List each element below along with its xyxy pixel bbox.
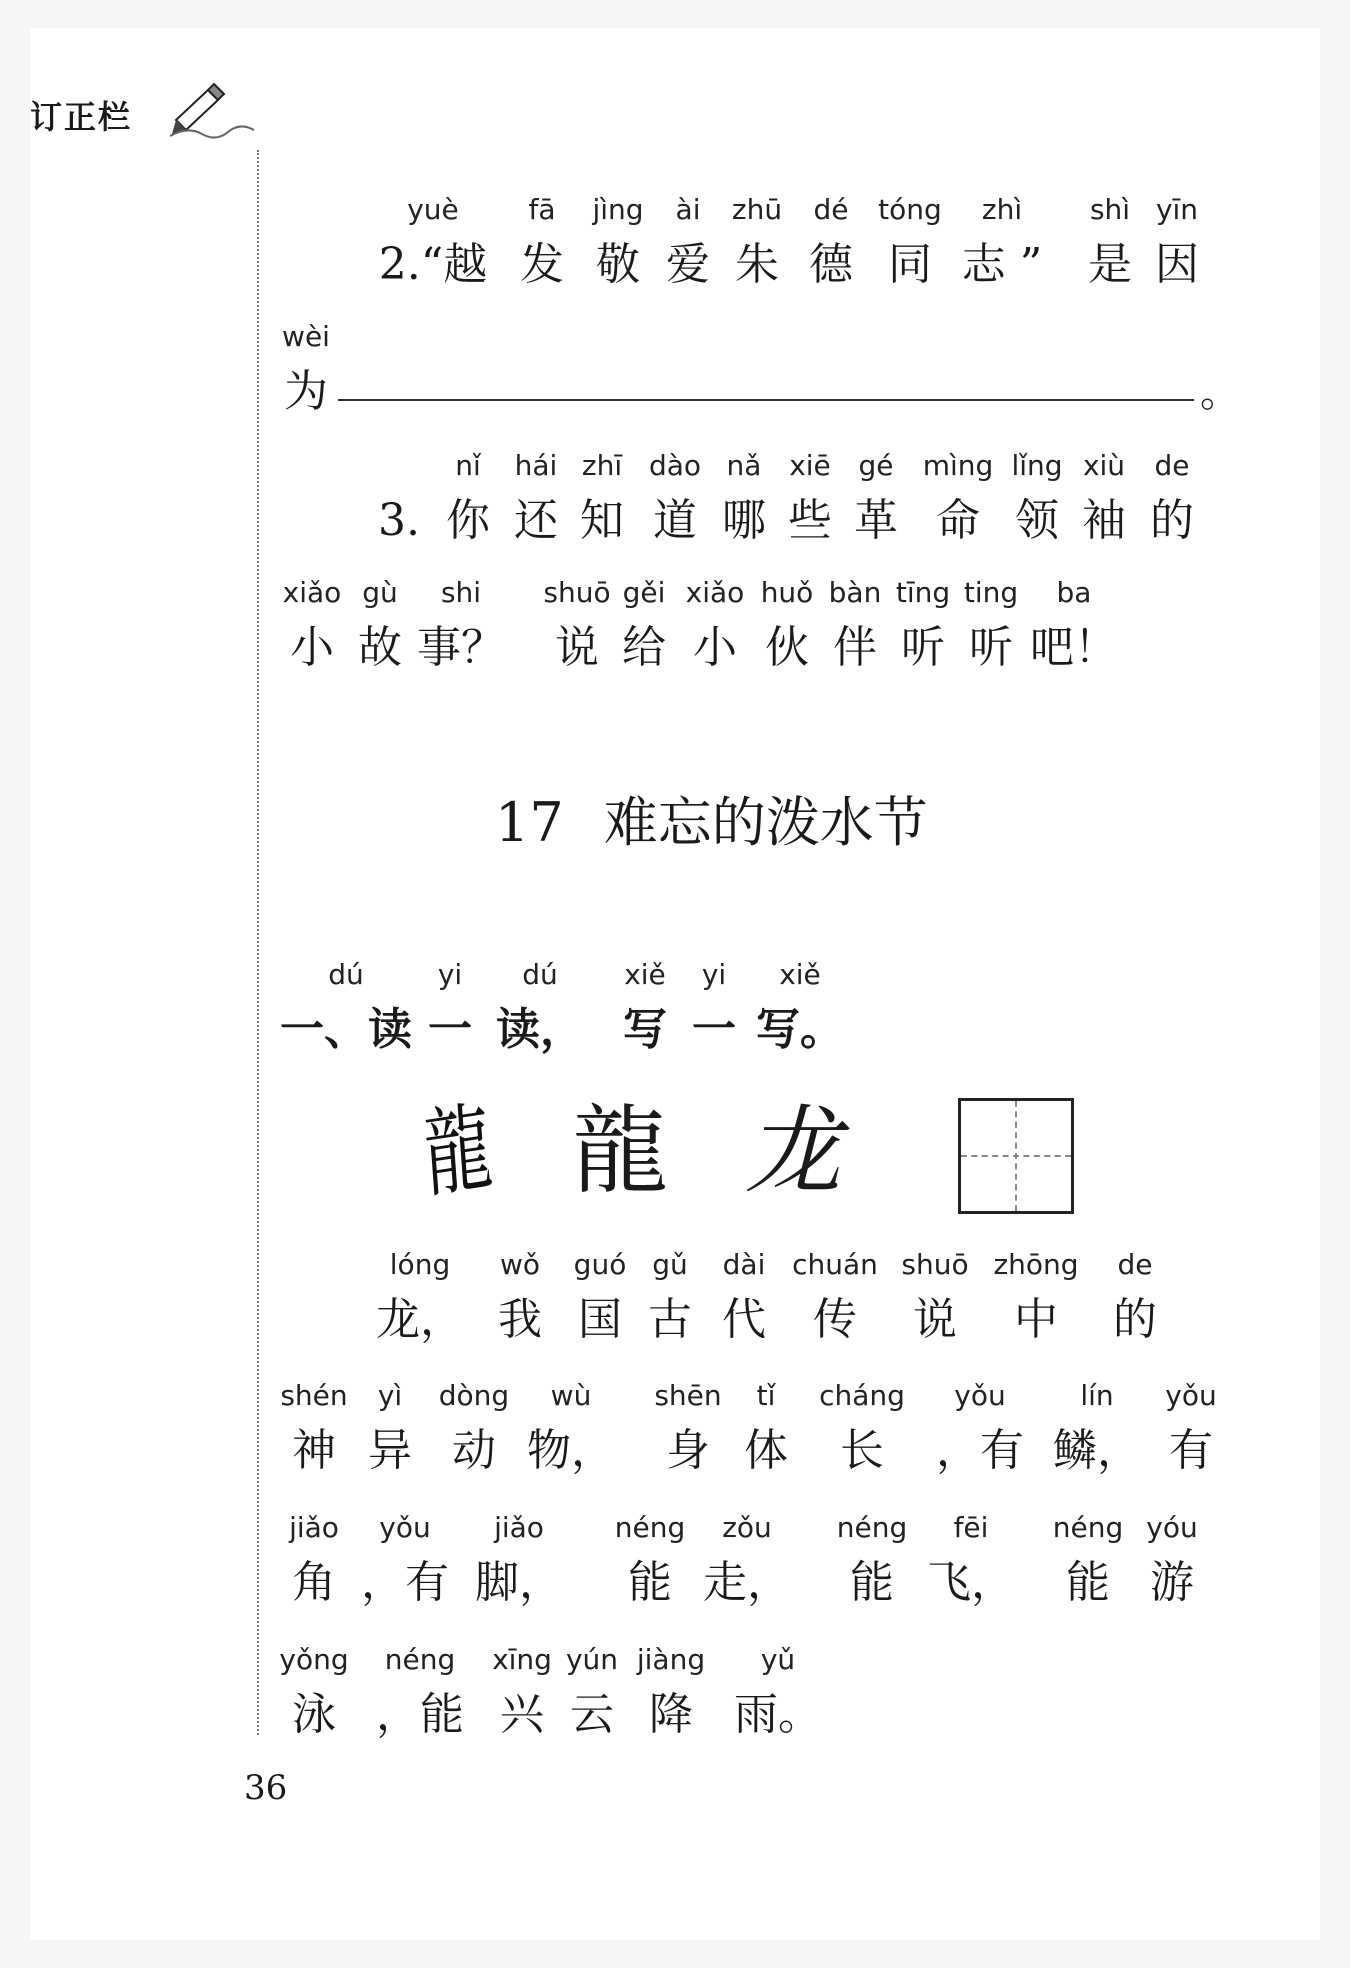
- hanzi: ，有: [936, 1425, 1024, 1476]
- char-pinyin-pair: [464, 1508, 574, 1632]
- hanzi: 道: [653, 495, 697, 546]
- char-pinyin-pair: [718, 1640, 838, 1764]
- hanzi: 能: [1066, 1557, 1110, 1608]
- hanzi: 中: [1014, 1294, 1058, 1345]
- pinyin: wèi: [282, 320, 330, 353]
- char-pinyin-pair: [820, 573, 890, 697]
- char-pinyin-pair: [680, 573, 750, 697]
- char-pinyin-pair: [1002, 446, 1072, 570]
- char-pinyin-pair: [986, 1245, 1086, 1369]
- hanzi: 小: [693, 622, 737, 673]
- text-line3: [280, 1508, 1240, 1632]
- pinyin: néng: [1052, 1511, 1124, 1544]
- pinyin: tóng: [878, 193, 942, 226]
- char-pinyin-pair: [542, 573, 612, 697]
- char-pinyin-pair: [1024, 573, 1124, 697]
- pinyin: gé: [858, 449, 894, 482]
- char-pinyin-pair: [736, 1376, 796, 1500]
- char-pinyin-pair: [1048, 1508, 1128, 1632]
- pinyin: shi: [440, 576, 482, 609]
- char-pinyin-pair: [722, 190, 792, 314]
- pinyin: dào: [648, 449, 702, 482]
- char-pinyin-pair: [360, 1640, 480, 1764]
- pinyin: shì: [1089, 193, 1131, 226]
- char-pinyin-pair: [832, 1508, 912, 1632]
- char-pinyin-pair: [752, 573, 822, 697]
- hanzi: 泳: [292, 1689, 336, 1740]
- pinyin: yīn: [1155, 193, 1199, 226]
- hanzi: 动: [452, 1425, 496, 1476]
- char-pinyin-pair: [780, 1245, 890, 1369]
- hanzi: 3.: [378, 495, 420, 546]
- char-pinyin-pair: [350, 1508, 460, 1632]
- char-pinyin-pair: [952, 190, 1052, 314]
- char-pinyin-pair: [626, 1640, 716, 1764]
- pinyin: yì: [377, 1379, 403, 1412]
- pinyin: ba: [1056, 576, 1092, 609]
- char-pinyin-pair: [888, 573, 958, 697]
- pinyin: guó: [573, 1248, 627, 1281]
- char-pinyin-pair: [846, 446, 906, 570]
- char-pinyin-pair: [684, 955, 744, 1079]
- q2-line2: [280, 317, 1240, 441]
- char-pinyin-pair: [374, 446, 424, 570]
- char-pinyin-pair: [1156, 1376, 1226, 1500]
- char-pinyin-pair: [1042, 1376, 1152, 1500]
- hanzi: 脚，: [475, 1557, 563, 1608]
- char-pinyin-pair: [370, 1245, 470, 1369]
- q3-line1: [280, 446, 1240, 570]
- hanzi: 飞，: [927, 1557, 1015, 1608]
- hanzi: 伴: [833, 622, 877, 673]
- hanzi: 古: [648, 1294, 692, 1345]
- char-pinyin-pair: [350, 573, 410, 697]
- char-pinyin-pair: [432, 1376, 516, 1500]
- pinyin: yuè: [407, 193, 459, 226]
- hanzi: 能: [850, 1557, 894, 1608]
- hanzi: 代: [722, 1294, 766, 1345]
- hanzi: 命: [936, 495, 980, 546]
- pinyin: néng: [836, 1511, 908, 1544]
- pencil-icon: [168, 80, 258, 140]
- hanzi: 知: [580, 495, 624, 546]
- hanzi: 小: [290, 622, 334, 673]
- hanzi: 神: [292, 1425, 336, 1476]
- hanzi: 2.“越: [378, 239, 488, 290]
- pinyin: bàn: [828, 576, 882, 609]
- char-pinyin-pair: [1142, 446, 1202, 570]
- hanzi: 有: [1169, 1425, 1213, 1476]
- hanzi: 走，: [703, 1557, 791, 1608]
- char-pinyin-pair: [692, 1508, 802, 1632]
- pinyin: hái: [514, 449, 558, 482]
- char-pinyin-pair: [890, 1245, 980, 1369]
- pinyin: wǒ: [499, 1248, 541, 1281]
- char-pinyin-pair: [570, 1245, 630, 1369]
- char-pinyin-pair: [796, 190, 866, 314]
- hanzi: 发: [520, 239, 564, 290]
- pinyin: shuō: [543, 576, 611, 609]
- hanzi: 哪: [722, 495, 766, 546]
- hanzi: 角: [292, 1557, 336, 1608]
- lesson-number: 17: [495, 791, 564, 854]
- pinyin: ting: [963, 576, 1019, 609]
- char-pinyin-pair: [490, 955, 590, 1079]
- char-pinyin-pair: [572, 446, 632, 570]
- hanzi: 说: [555, 622, 599, 673]
- char-pinyin-pair: [562, 1640, 622, 1764]
- pinyin: yǒng: [279, 1643, 349, 1676]
- char-pinyin-pair: [1080, 190, 1140, 314]
- hanzi: 爱: [666, 239, 710, 290]
- hanzi: ，有: [361, 1557, 449, 1608]
- seal-script-glyph: 龍: [420, 1090, 496, 1212]
- text-line4: [280, 1640, 1240, 1764]
- hanzi: 国: [578, 1294, 622, 1345]
- char-pinyin-pair: [482, 1640, 562, 1764]
- char-pinyin-pair: [276, 955, 416, 1079]
- pinyin: chuán: [792, 1248, 878, 1281]
- char-pinyin-pair: [658, 190, 718, 314]
- hanzi: 一、读: [280, 1004, 412, 1055]
- text-line2: [280, 1376, 1240, 1500]
- hanzi: 物，: [527, 1425, 615, 1476]
- hanzi: 异: [368, 1425, 412, 1476]
- char-pinyin-pair: [272, 1640, 356, 1764]
- hanzi: 我: [498, 1294, 542, 1345]
- hanzi: 因: [1155, 239, 1199, 290]
- hanzi: 为: [284, 366, 328, 417]
- pinyin: néng: [384, 1643, 456, 1676]
- char-pinyin-pair: [378, 190, 488, 314]
- char-pinyin-pair: [870, 190, 950, 314]
- pinyin: shén: [280, 1379, 348, 1412]
- margin-divider: [257, 150, 259, 1735]
- hanzi: 伙: [765, 622, 809, 673]
- pinyin: yǔ: [760, 1643, 796, 1676]
- hanzi: 的: [1113, 1294, 1157, 1345]
- hanzi: 的: [1150, 495, 1194, 546]
- q2-line1: [280, 190, 1240, 314]
- hanzi: 一: [428, 1004, 472, 1055]
- char-pinyin-pair: [1100, 1245, 1170, 1369]
- pinyin: zhū: [731, 193, 783, 226]
- hanzi: 兴: [500, 1689, 544, 1740]
- pinyin: gěi: [622, 576, 666, 609]
- char-pinyin-pair: [490, 1245, 550, 1369]
- hanzi: 还: [514, 495, 558, 546]
- pinyin: yǒu: [379, 1511, 431, 1544]
- pinyin: tǐ: [756, 1379, 776, 1412]
- hanzi: 些: [788, 495, 832, 546]
- hanzi: 德: [809, 239, 853, 290]
- hanzi: 说: [913, 1294, 957, 1345]
- char-pinyin-pair: [610, 955, 680, 1079]
- char-pinyin-pair: [918, 446, 998, 570]
- pinyin: yóu: [1146, 1511, 1198, 1544]
- pinyin: xiē: [789, 449, 831, 482]
- task1-heading: [280, 955, 1240, 1079]
- answer-blank-line[interactable]: [338, 399, 1194, 401]
- hanzi: 袖: [1082, 495, 1126, 546]
- char-pinyin-pair: [640, 1245, 700, 1369]
- char-pinyin-pair: [648, 1376, 728, 1500]
- char-pinyin-pair: [406, 573, 516, 697]
- char-pinyin-pair: [360, 1376, 420, 1500]
- pinyin: shēn: [654, 1379, 722, 1412]
- pinyin: zǒu: [722, 1511, 772, 1544]
- char-pinyin-pair: [274, 1508, 354, 1632]
- hanzi: 降: [649, 1689, 693, 1740]
- pinyin: zhì: [981, 193, 1023, 226]
- pinyin: yi: [701, 958, 727, 991]
- pinyin: yún: [565, 1643, 619, 1676]
- pinyin: huǒ: [760, 576, 814, 609]
- hanzi: 能: [628, 1557, 672, 1608]
- hanzi: 身: [666, 1425, 710, 1476]
- writing-grid-box[interactable]: [958, 1098, 1074, 1214]
- hanzi: ，能: [376, 1689, 464, 1740]
- correction-column-label: 订正栏: [30, 98, 133, 136]
- pinyin: lóng: [389, 1248, 451, 1281]
- hanzi: 革: [854, 495, 898, 546]
- char-pinyin-pair: [272, 573, 352, 697]
- pinyin: xiù: [1082, 449, 1126, 482]
- pinyin: dòng: [438, 1379, 510, 1412]
- pinyin: xiǎo: [282, 576, 342, 609]
- char-pinyin-pair: [1132, 1508, 1212, 1632]
- char-pinyin-pair: [812, 1376, 912, 1500]
- pinyin: dú: [328, 958, 364, 991]
- char-pinyin-pair: [506, 446, 566, 570]
- hanzi: 体: [744, 1425, 788, 1476]
- pinyin: dú: [522, 958, 558, 991]
- pinyin: shuō: [901, 1248, 969, 1281]
- simplified-glyph: 龙: [745, 1095, 841, 1207]
- pinyin: mìng: [922, 449, 994, 482]
- pinyin: xiě: [624, 958, 666, 991]
- char-pinyin-pair: [916, 1508, 1026, 1632]
- char-pinyin-pair: [714, 1245, 774, 1369]
- hanzi: 故: [358, 622, 402, 673]
- char-pinyin-pair: [516, 1376, 626, 1500]
- pinyin: gǔ: [652, 1248, 688, 1281]
- pinyin: yi: [437, 958, 463, 991]
- pinyin: fā: [528, 193, 556, 226]
- pinyin: [374, 446, 424, 486]
- hanzi: 朱: [735, 239, 779, 290]
- pinyin: zhī: [581, 449, 623, 482]
- lesson-title-text: 难忘的泼水节: [603, 791, 928, 854]
- char-pinyin-pair: [438, 446, 498, 570]
- hanzi: 龙，: [376, 1294, 464, 1345]
- pinyin: xīng: [492, 1643, 552, 1676]
- hanzi: 写: [623, 1004, 667, 1055]
- hanzi: 吧！: [1030, 622, 1118, 673]
- page-number: 36: [244, 1768, 288, 1808]
- hanzi: 写。: [756, 1004, 844, 1055]
- pinyin: fēi: [953, 1511, 989, 1544]
- pinyin: ài: [675, 193, 701, 226]
- pinyin: dài: [722, 1248, 766, 1281]
- hanzi: 听: [901, 622, 945, 673]
- char-pinyin-pair: [274, 317, 338, 441]
- char-pinyin-pair: [956, 573, 1026, 697]
- hanzi: 敬: [596, 239, 640, 290]
- hanzi: 志 ”: [961, 239, 1043, 290]
- hanzi: 云: [570, 1689, 614, 1740]
- traditional-glyph: 龍: [572, 1095, 668, 1207]
- pinyin: néng: [614, 1511, 686, 1544]
- char-pinyin-pair: [750, 955, 850, 1079]
- char-pinyin-pair: [578, 190, 658, 314]
- pinyin: wù: [550, 1379, 592, 1412]
- hanzi: 读，: [496, 1004, 584, 1055]
- hanzi: 事？: [417, 622, 505, 673]
- q3-line2: [280, 573, 1240, 697]
- pinyin: jiǎo: [494, 1511, 544, 1544]
- text-line1: [280, 1245, 1240, 1369]
- char-pinyin-pair: [1074, 446, 1134, 570]
- hanzi: 一: [692, 1004, 736, 1055]
- pinyin: xiǎo: [685, 576, 745, 609]
- hanzi: 长: [840, 1425, 884, 1476]
- pinyin: xiě: [779, 958, 821, 991]
- pinyin: de: [1117, 1248, 1153, 1281]
- hanzi: 雨。: [734, 1689, 822, 1740]
- hanzi: 你: [446, 495, 490, 546]
- pinyin: cháng: [819, 1379, 905, 1412]
- pinyin: jìng: [592, 193, 644, 226]
- hanzi: 游: [1150, 1557, 1194, 1608]
- char-pinyin-pair: [610, 1508, 690, 1632]
- char-pinyin-pair: [640, 446, 710, 570]
- char-pinyin-pair: [614, 573, 674, 697]
- char-pinyin-pair: [420, 955, 480, 1079]
- pinyin: tīng: [895, 576, 951, 609]
- hanzi: 给: [622, 622, 666, 673]
- end-punctuation: 。: [1200, 370, 1240, 416]
- hanzi: 传: [813, 1294, 857, 1345]
- char-pinyin-pair: [274, 1376, 354, 1500]
- pinyin: yǒu: [1165, 1379, 1217, 1412]
- char-pinyin-pair: [714, 446, 774, 570]
- pinyin: yǒu: [954, 1379, 1006, 1412]
- pinyin: lín: [1080, 1379, 1114, 1412]
- pinyin: jiǎo: [289, 1511, 339, 1544]
- char-pinyin-pair: [1142, 190, 1212, 314]
- hanzi: 听: [969, 622, 1013, 673]
- char-pinyin-pair: [920, 1376, 1040, 1500]
- pinyin: gù: [362, 576, 398, 609]
- hanzi: 是: [1088, 239, 1132, 290]
- pinyin: dé: [813, 193, 849, 226]
- pinyin: jiàng: [636, 1643, 706, 1676]
- pinyin: lǐng: [1011, 449, 1063, 482]
- pinyin: nǎ: [726, 449, 762, 482]
- hanzi: 领: [1015, 495, 1059, 546]
- pinyin: de: [1154, 449, 1190, 482]
- pinyin: nǐ: [455, 449, 481, 482]
- char-pinyin-pair: [780, 446, 840, 570]
- hanzi: 同: [888, 239, 932, 290]
- char-pinyin-pair: [512, 190, 572, 314]
- hanzi: 鳞，: [1053, 1425, 1141, 1476]
- lesson-title: [495, 780, 928, 857]
- pinyin: zhōng: [993, 1248, 1079, 1281]
